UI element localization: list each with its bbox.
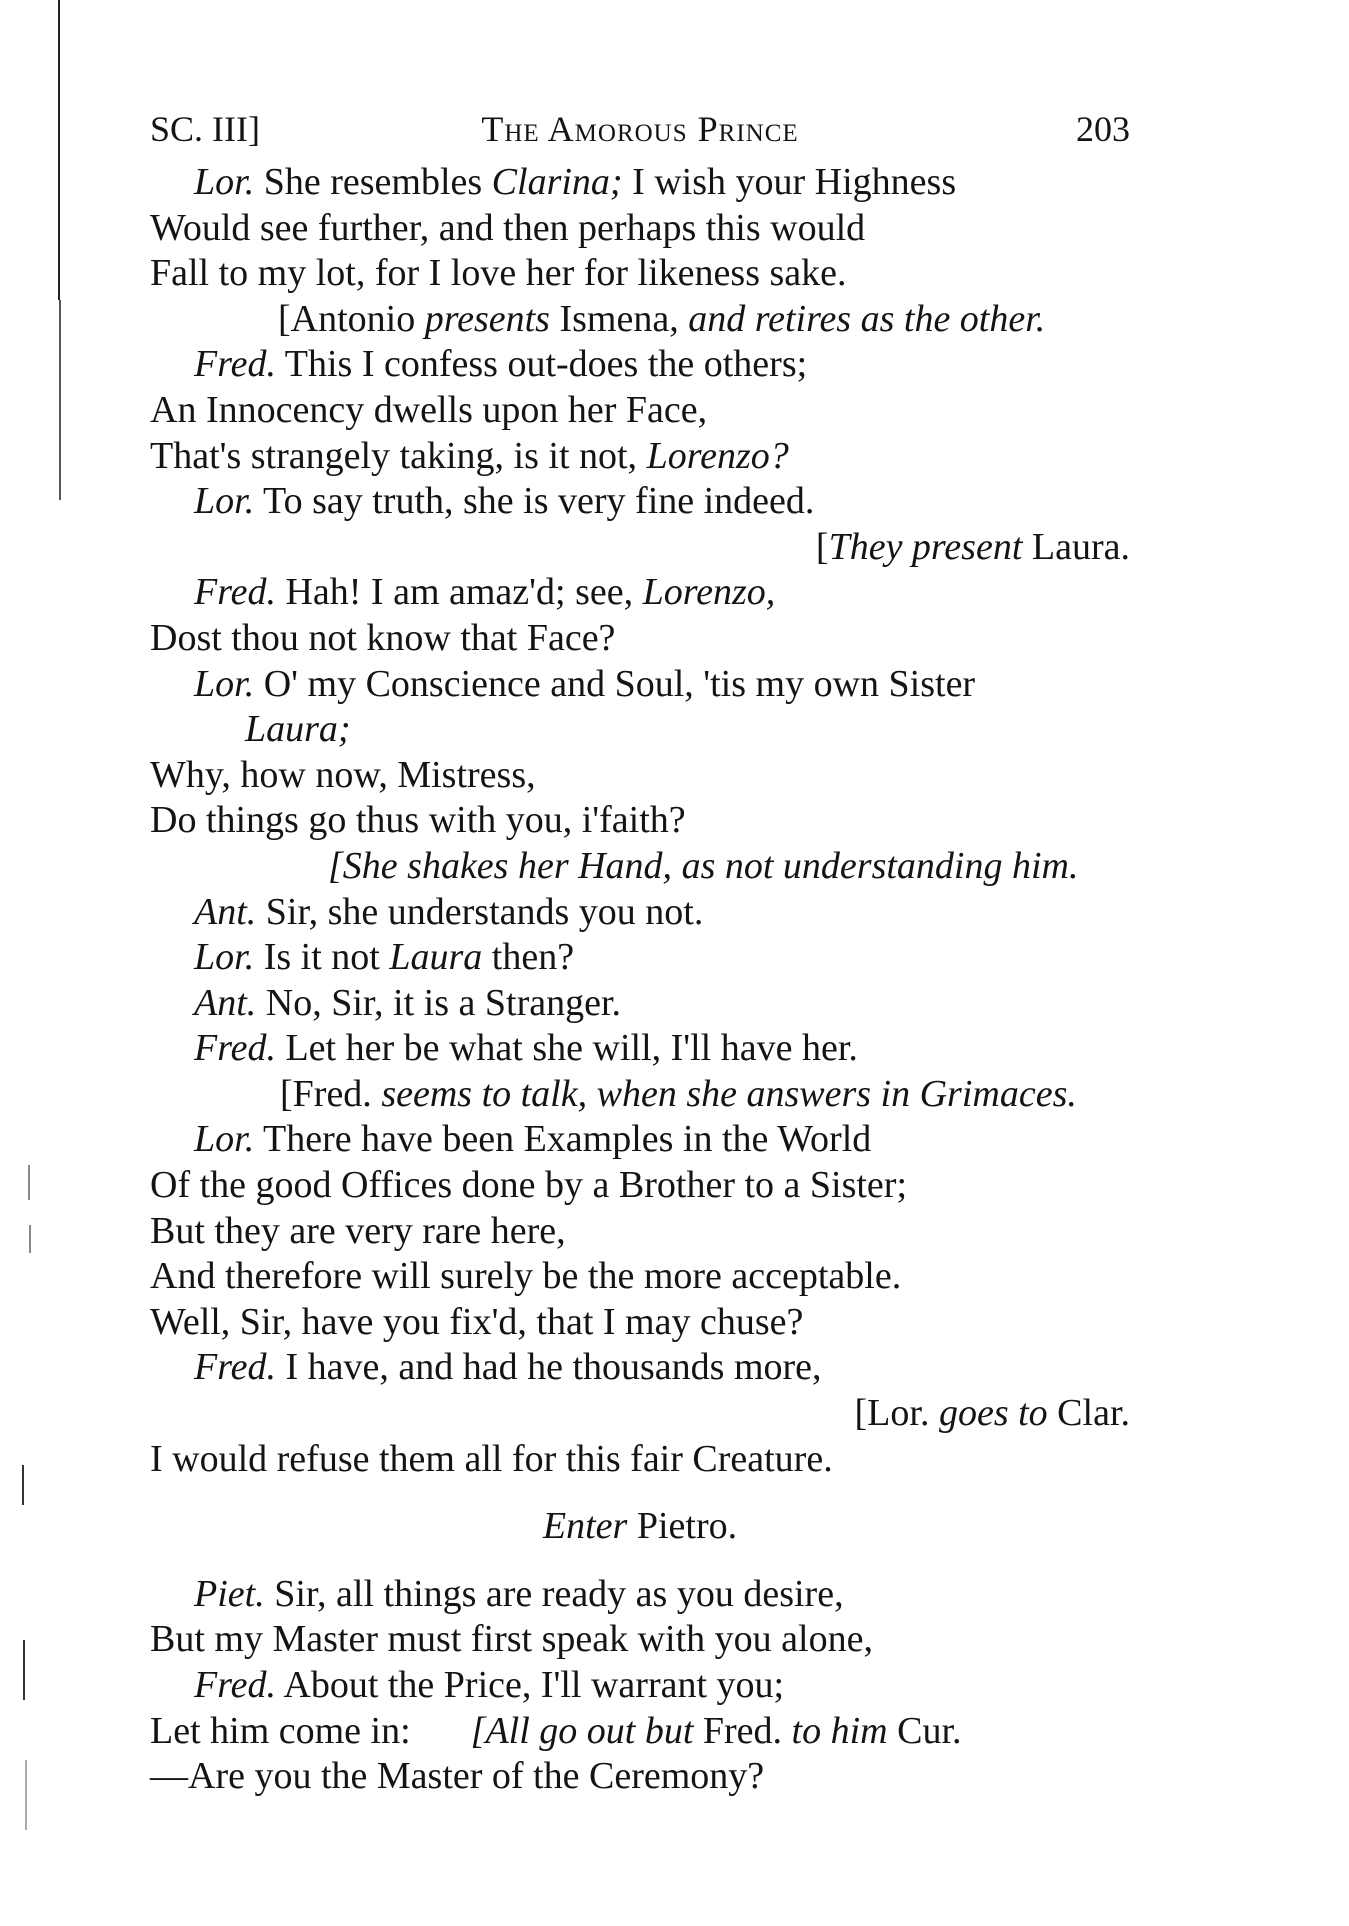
binding-edge-line <box>58 0 60 300</box>
speaker-name: Lor. <box>194 936 255 979</box>
stage-direction: [Lor. goes to Clar. <box>854 1392 1130 1435</box>
speaker-name: Lor. <box>194 480 255 523</box>
verse-line: Would see further, and then perhaps this would <box>150 206 866 249</box>
speech-line: Piet. Sir, all things are ready as you desire, <box>194 1572 844 1615</box>
speech-line: Lor. She resembles Clarina; I wish your Highness <box>194 161 957 203</box>
binding-edge-mark <box>23 1640 25 1700</box>
speaker-name: Fred. <box>194 1027 276 1070</box>
stage-direction: [Antonio presents Ismena, and retires as the other. <box>278 297 1046 340</box>
running-header <box>150 104 1130 154</box>
speaker-name: Lor. <box>194 662 255 705</box>
verse-line: Fall to my lot, for I love her for likeness sake. <box>150 252 847 295</box>
speaker-name: Lor. <box>194 161 255 203</box>
speaker-name: Fred. <box>194 1664 276 1706</box>
speech-line: Fred. Let her be what she will, I'll have her. <box>194 1027 858 1070</box>
speaker-name: Fred. <box>194 1346 276 1389</box>
verse-line: Of the good Offices done by a Brother to a Sister; <box>150 1164 908 1207</box>
verse-line: Why, how now, Mistress, <box>150 753 536 796</box>
play-text <box>150 160 1130 1800</box>
binding-edge-line <box>59 300 61 500</box>
speech-line: Lor. Is it not Laura then? <box>194 936 575 979</box>
speech-line: Fred. I have, and had he thousands more, <box>194 1346 822 1389</box>
verse-line: Dost thou not know that Face? <box>150 616 616 659</box>
binding-edge-mark <box>22 1465 24 1505</box>
speech-line: Lor. There have been Examples in the World <box>194 1118 872 1161</box>
binding-edge-mark <box>28 1165 30 1200</box>
speaker-name: Ant. <box>194 981 257 1024</box>
speech-line: Fred. This I confess out-does the others; <box>194 343 808 386</box>
speech-line: Fred. About the Price, I'll warrant you; <box>194 1664 785 1706</box>
stage-direction: [Fred. seems to talk, when she answers in Grimaces. <box>280 1072 1077 1115</box>
verse-line: That's strangely taking, is it not, Lorenzo? <box>150 434 789 477</box>
speaker-name: Piet. <box>194 1572 265 1615</box>
speech-line: Lor. O' my Conscience and Soul, 'tis my own Sister <box>194 662 976 705</box>
speaker-name: Fred. <box>194 571 276 614</box>
verse-line: Well, Sir, have you fix'd, that I may chuse? <box>150 1300 804 1343</box>
speaker-name: Lor. <box>194 1118 255 1161</box>
verse-line: —Are you the Master of the Ceremony? <box>150 1755 765 1798</box>
verse-line: But my Master must first speak with you alone, <box>150 1618 873 1661</box>
speaker-name: Fred. <box>194 343 276 386</box>
speech-line: Ant. Sir, she understands you not. <box>194 890 704 933</box>
verse-line: I would refuse them all for this fair Creature. <box>150 1437 833 1480</box>
speech-line: Fred. Hah! I am amaz'd; see, Lorenzo, <box>194 571 776 614</box>
binding-edge-mark <box>25 1760 27 1830</box>
speaker-name: Ant. <box>194 890 257 933</box>
scene-number: SC. III] <box>150 109 260 149</box>
speech-line: Ant. No, Sir, it is a Stranger. <box>194 981 622 1024</box>
verse-continuation: Laura; <box>245 708 351 751</box>
verse-line: An Innocency dwells upon her Face, <box>150 388 708 431</box>
running-title: The Amorous Prince <box>481 109 799 149</box>
verse-line: Let him come in: [All go out but Fred. to him Cur. <box>150 1709 962 1752</box>
verse-line: But they are very rare here, <box>150 1209 566 1252</box>
stage-direction: [They present Laura. <box>815 525 1130 568</box>
binding-edge-mark <box>29 1225 31 1253</box>
verse-line: Do things go thus with you, i'faith? <box>150 799 686 842</box>
page-number: 203 <box>1076 109 1130 149</box>
stage-direction: [She shakes her Hand, as not understanding him. <box>328 844 1079 887</box>
entrance-direction: Enter Pietro. <box>542 1505 738 1548</box>
speech-line: Lor. To say truth, she is very fine indeed. <box>194 480 815 523</box>
verse-line: And therefore will surely be the more acceptable. <box>150 1255 902 1298</box>
